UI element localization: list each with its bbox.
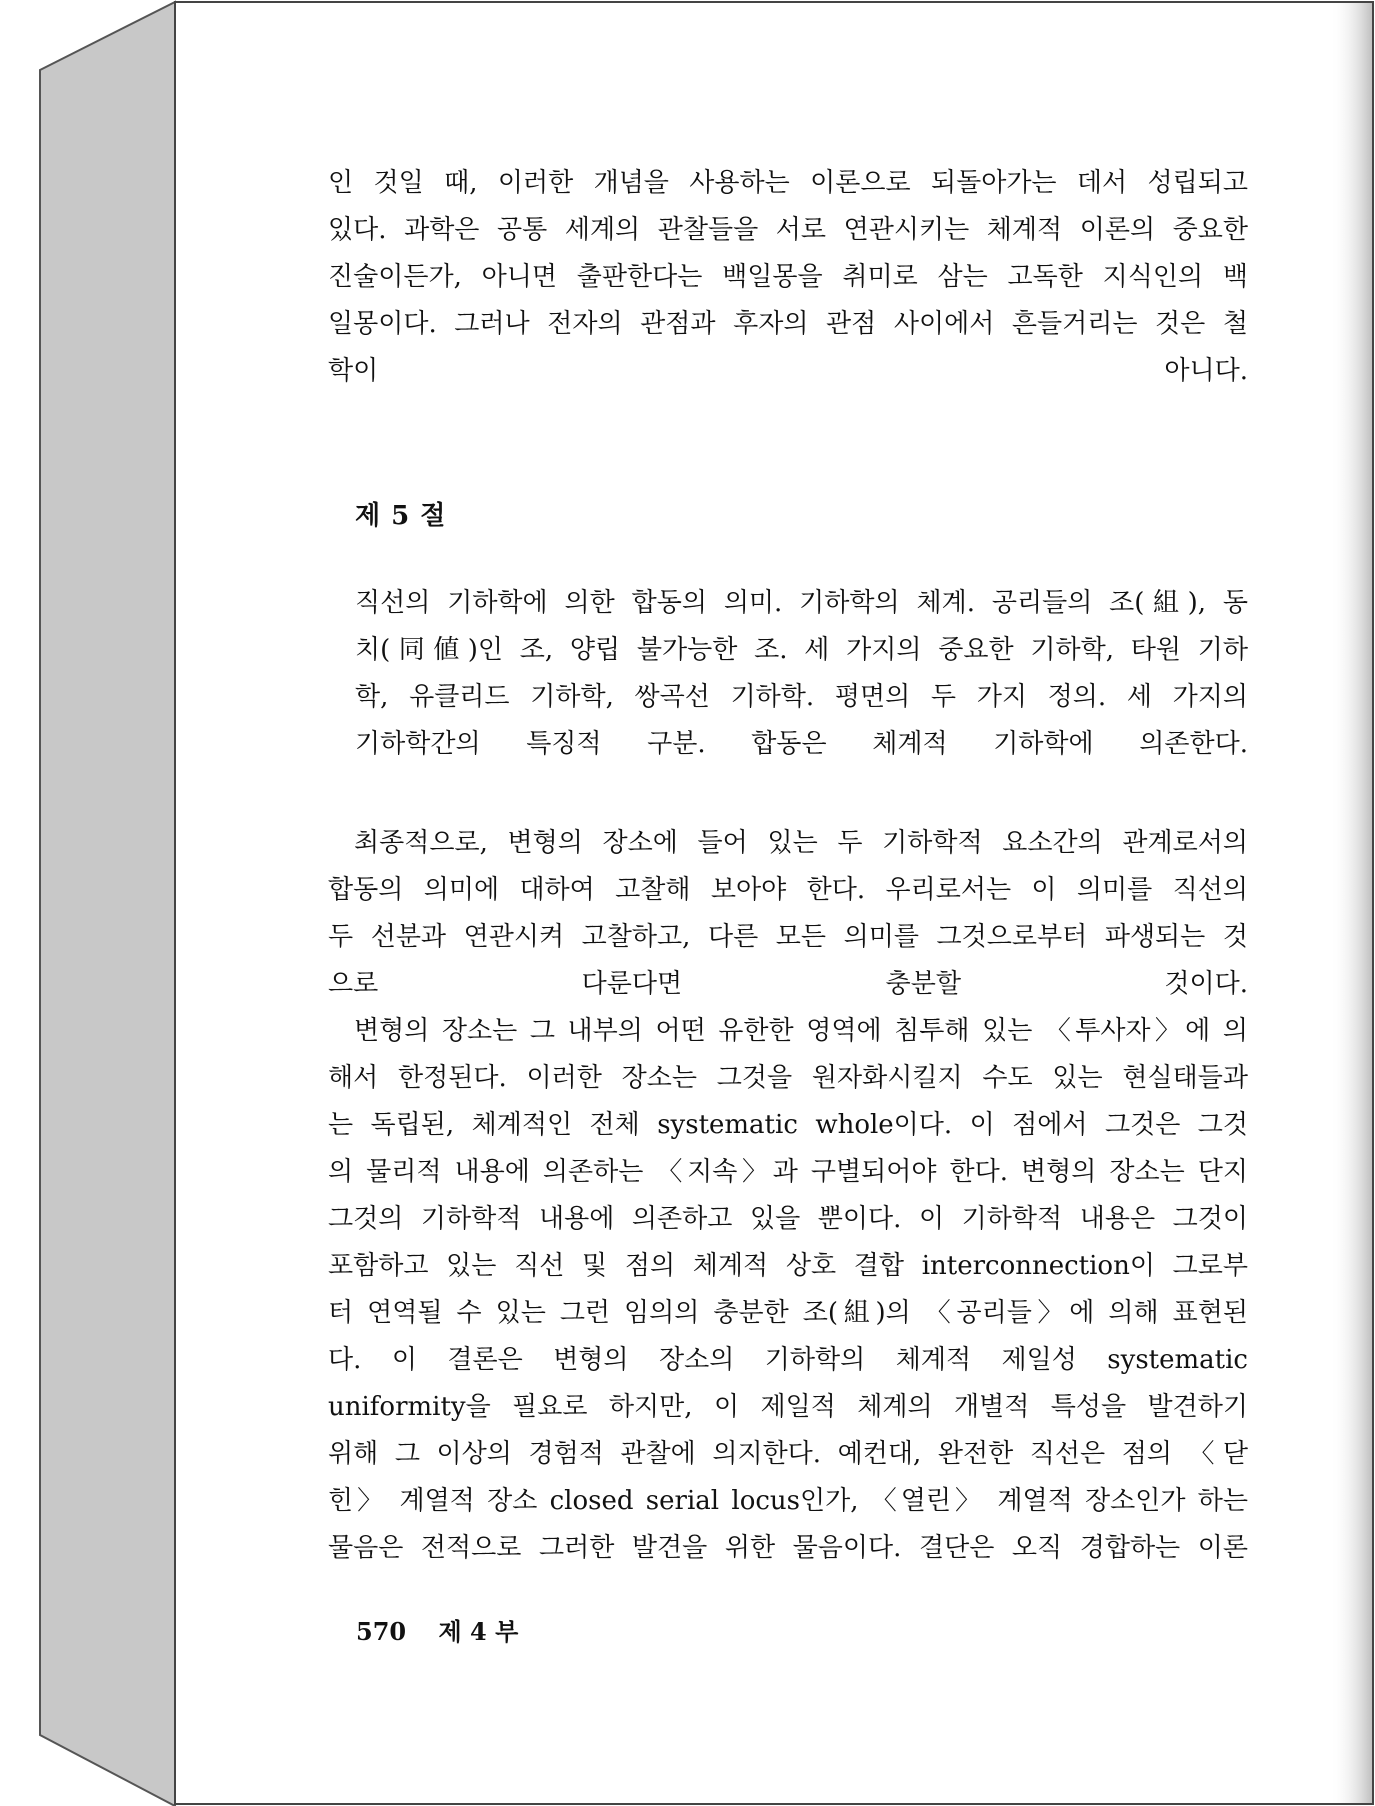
paragraph-3 <box>328 1008 1248 1572</box>
summary-line: 학, 유클리드 기하학, 쌍곡선 기하학. 평면의 두 가지 정의. 세 가지의 <box>355 682 1248 712</box>
paragraph-line: 힌〉 계열적 장소 closed serial locus인가, 〈열린〉 계열적 장소인가 하는 <box>328 1486 1248 1516</box>
paragraph-line: 두 선분과 연관시켜 고찰하고, 다른 모든 의미를 그것으로부터 파생되는 것 <box>328 922 1248 952</box>
intro-line: 있다. 과학은 공통 세계의 관찰들을 서로 연관시키는 체계적 이론의 중요한 <box>328 215 1248 245</box>
paragraph-line: 합동의 의미에 대하여 고찰해 보아야 한다. 우리로서는 이 의미를 직선의 <box>328 875 1248 905</box>
body-text <box>328 820 1248 1572</box>
page-number: 570 <box>356 1617 407 1646</box>
section-summary <box>355 580 1248 768</box>
paragraph-line: 다. 이 결론은 변형의 장소의 기하학의 체계적 제일성 systematic <box>328 1345 1248 1375</box>
paragraph-line: 터 연역될 수 있는 그런 임의의 충분한 조(組)의 〈공리들〉에 의해 표현된 <box>328 1298 1248 1328</box>
paragraph-line: uniformity을 필요로 하지만, 이 제일적 체계의 개별적 특성을 발견하기 <box>328 1392 1248 1422</box>
intro-line: 인 것일 때, 이러한 개념을 사용하는 이론으로 되돌아가는 데서 성립되고 <box>328 168 1248 198</box>
intro-line: 일몽이다. 그러나 전자의 관점과 후자의 관점 사이에서 흔들거리는 것은 철 <box>328 309 1248 339</box>
paragraph-line: 는 독립된, 체계적인 전체 systematic whole이다. 이 점에서 그것은 그것 <box>328 1110 1248 1140</box>
summary-line: 직선의 기하학에 의한 합동의 의미. 기하학의 체계. 공리들의 조(組), 동 <box>355 588 1248 618</box>
intro-line: 진술이든가, 아니면 출판한다는 백일몽을 취미로 삼는 고독한 지식인의 백 <box>328 262 1248 292</box>
summary-line: 기하학간의 특징적 구분. 합동은 체계적 기하학에 의존한다. <box>355 729 1248 759</box>
paragraph-line: 변형의 장소는 그 내부의 어떤 유한한 영역에 침투해 있는 〈투사자〉에 의 <box>354 1016 1248 1046</box>
paragraph-line: 물음은 전적으로 그러한 발견을 위한 물음이다. 결단은 오직 경합하는 이론 <box>328 1533 1248 1563</box>
summary-line: 치(同値)인 조, 양립 불가능한 조. 세 가지의 중요한 기하학, 타원 기하 <box>355 635 1248 665</box>
section-heading: 제 5 절 <box>355 501 447 531</box>
paragraph-2 <box>328 820 1248 1008</box>
paragraph-line: 위해 그 이상의 경험적 관찰에 의지한다. 예컨대, 완전한 직선은 점의 〈닫 <box>328 1439 1248 1469</box>
intro-paragraph <box>328 160 1248 395</box>
page-footer <box>356 1612 542 1647</box>
part-label: 제 4 부 <box>438 1617 519 1646</box>
paragraph-line: 해서 한정된다. 이러한 장소는 그것을 원자화시킬지 수도 있는 현실태들과 <box>328 1063 1248 1093</box>
intro-line: 학이 아니다. <box>328 356 1248 386</box>
paragraph-line: 포함하고 있는 직선 및 점의 체계적 상호 결합 interconnection이 그로부 <box>328 1251 1248 1281</box>
paragraph-line: 그것의 기하학적 내용에 의존하고 있을 뿐이다. 이 기하학적 내용은 그것이 <box>328 1204 1248 1234</box>
book-spine-side <box>40 2 175 1806</box>
paragraph-line: 최종적으로, 변형의 장소에 들어 있는 두 기하학적 요소간의 관계로서의 <box>354 828 1248 858</box>
page-edge-shadow <box>1330 3 1372 1803</box>
paragraph-line: 의 물리적 내용에 의존하는 〈지속〉과 구별되어야 한다. 변형의 장소는 단지 <box>328 1157 1248 1187</box>
paragraph-line: 으로 다룬다면 충분할 것이다. <box>328 969 1248 999</box>
